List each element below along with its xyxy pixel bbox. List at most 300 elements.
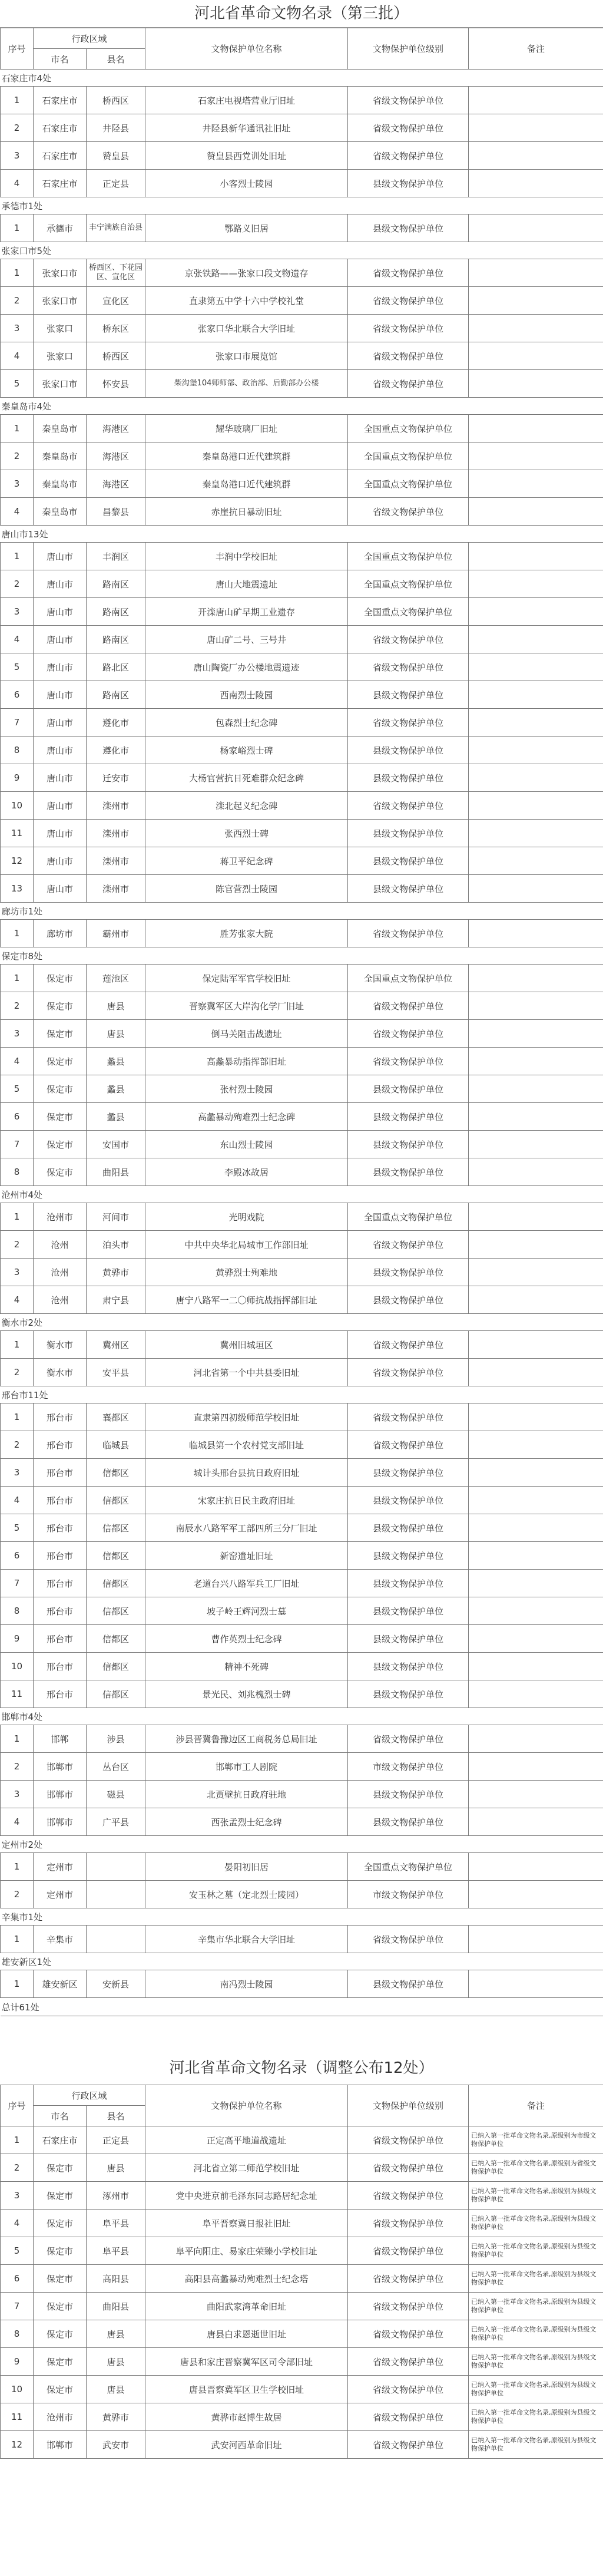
- cell-site-name: 赞皇县西党训处旧址: [145, 142, 348, 170]
- cell-city: 唐山市: [34, 681, 87, 709]
- table-row: [1, 598, 603, 626]
- cell-level: 省级文物保护单位: [348, 1231, 469, 1259]
- table-row: [1, 570, 603, 598]
- cell-site-name: 唐宁八路军一二〇师抗战指挥部旧址: [145, 1286, 348, 1314]
- cell-county: 涉县: [87, 1725, 145, 1753]
- cell-seq: 7: [1, 1131, 34, 1158]
- cell-county: 滦州市: [87, 820, 145, 847]
- cell-seq: 2: [1, 1431, 34, 1459]
- cell-county: 桥西区: [87, 342, 145, 370]
- cell-level: 县级文物保护单位: [348, 170, 469, 197]
- section-label: 廊坊市1处: [1, 903, 603, 920]
- cell-city: 唐山市: [34, 653, 87, 681]
- section-header-row: [1, 1314, 603, 1331]
- cell-city: 邢台市: [34, 1597, 87, 1625]
- cell-level: 省级文物保护单位: [348, 2182, 469, 2210]
- cell-city: 定州市: [34, 1853, 87, 1881]
- table-row: [1, 1259, 603, 1286]
- cell-seq: 4: [1, 1808, 34, 1836]
- table-row: [1, 1781, 603, 1808]
- table-row: [1, 415, 603, 442]
- cell-note: [469, 965, 603, 992]
- cell-city: 秦皇岛市: [34, 498, 87, 526]
- cell-site-name: 直隶第五中学十六中学校礼堂: [145, 287, 348, 315]
- cell-seq: 4: [1, 2210, 34, 2237]
- cell-site-name: 杨家峪烈士碑: [145, 737, 348, 764]
- cell-county: 唐县: [87, 1020, 145, 1048]
- cell-note: [469, 847, 603, 875]
- table-row: [1, 1231, 603, 1259]
- cell-level: 县级文物保护单位: [348, 1542, 469, 1570]
- cell-note: [469, 1881, 603, 1908]
- cell-seq: 3: [1, 470, 34, 498]
- cell-county: 信都区: [87, 1487, 145, 1514]
- cell-seq: 4: [1, 342, 34, 370]
- table-row: [1, 2237, 603, 2265]
- cell-seq: 3: [1, 1781, 34, 1808]
- cell-level: 省级文物保护单位: [348, 1725, 469, 1753]
- cell-seq: 1: [1, 415, 34, 442]
- cell-site-name: 张村烈士陵园: [145, 1075, 348, 1103]
- section-header-row: [1, 1953, 603, 1970]
- cell-level: 县级文物保护单位: [348, 1075, 469, 1103]
- cell-county: [87, 1926, 145, 1953]
- cell-city: 秦皇岛市: [34, 442, 87, 470]
- adjusted-relics-table: [0, 2085, 603, 2459]
- section-label: 辛集市1处: [1, 1908, 603, 1926]
- cell-county: 阜平县: [87, 2210, 145, 2237]
- cell-county: 霸州市: [87, 920, 145, 947]
- cell-county: 桥东区: [87, 315, 145, 342]
- cell-level: 省级文物保护单位: [348, 2237, 469, 2265]
- cell-city: 保定市: [34, 1103, 87, 1131]
- cell-county: 丛台区: [87, 1753, 145, 1781]
- table-title-adjusted: 河北省革命文物名录（调整公布12处）: [169, 2059, 434, 2077]
- cell-level: 县级文物保护单位: [348, 1487, 469, 1514]
- cell-seq: 6: [1, 1103, 34, 1131]
- cell-county: 信都区: [87, 1597, 145, 1625]
- cell-seq: 6: [1, 2265, 34, 2293]
- cell-level: 县级文物保护单位: [348, 1653, 469, 1680]
- table-row: [1, 1158, 603, 1186]
- table-row: [1, 1131, 603, 1158]
- cell-note: [469, 920, 603, 947]
- table-row: [1, 709, 603, 737]
- cell-county: 唐县: [87, 2348, 145, 2376]
- cell-seq: 12: [1, 847, 34, 875]
- cell-site-name: 老道台兴八路军兵工厂旧址: [145, 1570, 348, 1597]
- cell-city: 唐山市: [34, 543, 87, 570]
- cell-city: 衡水市: [34, 1331, 87, 1359]
- cell-county: 唐县: [87, 992, 145, 1020]
- cell-county: 莲池区: [87, 965, 145, 992]
- cell-city: 保定市: [34, 1020, 87, 1048]
- section-label: 张家口市5处: [1, 242, 603, 259]
- cell-site-name: 安玉林之墓（定北烈士陵园）: [145, 1881, 348, 1908]
- cell-seq: 12: [1, 2431, 34, 2459]
- cell-city: 保定市: [34, 1158, 87, 1186]
- cell-level: 省级文物保护单位: [348, 2293, 469, 2320]
- cell-site-name: 阜平晋察冀日报社旧址: [145, 2210, 348, 2237]
- cell-city: 张家口市: [34, 370, 87, 398]
- cell-county: 正定县: [87, 2126, 145, 2154]
- cell-county: 信都区: [87, 1570, 145, 1597]
- table-row: [1, 2182, 603, 2210]
- cell-seq: 1: [1, 543, 34, 570]
- cell-city: 秦皇岛市: [34, 415, 87, 442]
- cell-level: 县级文物保护单位: [348, 681, 469, 709]
- cell-note: [469, 87, 603, 114]
- cell-note: [469, 1725, 603, 1753]
- total-row: [1, 1998, 603, 2016]
- cell-seq: 3: [1, 1459, 34, 1487]
- cell-county: 海港区: [87, 415, 145, 442]
- cell-level: 全国重点文物保护单位: [348, 1853, 469, 1881]
- cell-level: 全国重点文物保护单位: [348, 965, 469, 992]
- table-row: [1, 114, 603, 142]
- table-row: [1, 2293, 603, 2320]
- cell-city: 邢台市: [34, 1680, 87, 1708]
- cell-seq: 1: [1, 259, 34, 287]
- cell-seq: 4: [1, 1487, 34, 1514]
- cell-level: 县级文物保护单位: [348, 1680, 469, 1708]
- cell-level: 省级文物保护单位: [348, 1926, 469, 1953]
- header-seq: 序号: [1, 28, 34, 70]
- table-row: [1, 653, 603, 681]
- cell-note: [469, 709, 603, 737]
- table-row: [1, 2265, 603, 2293]
- cell-site-name: 涉县晋冀鲁豫边区工商税务总局旧址: [145, 1725, 348, 1753]
- cell-note: [469, 653, 603, 681]
- cell-note: [469, 875, 603, 903]
- cell-site-name: 张家口市展览馆: [145, 342, 348, 370]
- cell-site-name: 坡子岭王辉河烈士墓: [145, 1597, 348, 1625]
- cell-city: 保定市: [34, 2348, 87, 2376]
- cell-county: 怀安县: [87, 370, 145, 398]
- cell-note: 已纳入第一批革命文物名录,原级别为县级文物保护单位: [469, 2265, 603, 2293]
- cell-site-name: 高蠡暴动指挥部旧址: [145, 1048, 348, 1075]
- cell-level: 省级文物保护单位: [348, 142, 469, 170]
- table-row: [1, 2210, 603, 2237]
- cell-site-name: 景光民、刘兆槐烈士碑: [145, 1680, 348, 1708]
- cell-note: 已纳入第一批革命文物名录,原级别为县级文物保护单位: [469, 2403, 603, 2431]
- cell-level: 全国重点文物保护单位: [348, 442, 469, 470]
- table-row: [1, 287, 603, 315]
- table-row: [1, 792, 603, 820]
- section-label: 唐山市13处: [1, 526, 603, 543]
- cell-city: 石家庄市: [34, 170, 87, 197]
- cell-city: 廊坊市: [34, 920, 87, 947]
- cell-level: 县级文物保护单位: [348, 764, 469, 792]
- cell-seq: 3: [1, 142, 34, 170]
- cell-county: 肃宁县: [87, 1286, 145, 1314]
- cell-city: 石家庄市: [34, 2126, 87, 2154]
- cell-level: 省级文物保护单位: [348, 2431, 469, 2459]
- cell-seq: 2: [1, 114, 34, 142]
- cell-county: 信都区: [87, 1625, 145, 1653]
- cell-note: 已纳入第一批革命文物名录,原级别为省级文物保护单位: [469, 2154, 603, 2182]
- cell-seq: 1: [1, 214, 34, 242]
- header-region: 行政区域: [34, 2085, 145, 2106]
- cell-note: [469, 1231, 603, 1259]
- cell-seq: 2: [1, 287, 34, 315]
- cell-note: 已纳入第一批革命文物名录,原级别为市级文物保护单位: [469, 2126, 603, 2154]
- cell-seq: 3: [1, 1020, 34, 1048]
- header-county: 县名: [87, 49, 145, 70]
- cell-city: 保定市: [34, 2237, 87, 2265]
- cell-note: [469, 1653, 603, 1680]
- cell-level: 县级文物保护单位: [348, 1808, 469, 1836]
- cell-site-name: 阜平向阳庄、易家庄荣臻小学校旧址: [145, 2237, 348, 2265]
- cell-city: 辛集市: [34, 1926, 87, 1953]
- cell-seq: 3: [1, 315, 34, 342]
- cell-note: [469, 764, 603, 792]
- table-row: [1, 2348, 603, 2376]
- cell-site-name: 西南烈士陵园: [145, 681, 348, 709]
- cell-seq: 2: [1, 1231, 34, 1259]
- cell-county: 宣化区: [87, 287, 145, 315]
- cell-city: 唐山市: [34, 847, 87, 875]
- cell-county: 唐县: [87, 2154, 145, 2182]
- cell-site-name: 耀华玻璃厂旧址: [145, 415, 348, 442]
- cell-city: 邢台市: [34, 1403, 87, 1431]
- cell-level: 省级文物保护单位: [348, 2320, 469, 2348]
- cell-city: 唐山市: [34, 626, 87, 653]
- table-row: [1, 1359, 603, 1386]
- cell-county: 路南区: [87, 681, 145, 709]
- section-header-row: [1, 1708, 603, 1725]
- cell-county: 信都区: [87, 1680, 145, 1708]
- cell-seq: 3: [1, 598, 34, 626]
- cell-site-name: 南辰水八路军军工部四所三分厂旧址: [145, 1514, 348, 1542]
- cell-city: 保定市: [34, 2154, 87, 2182]
- cell-level: 省级文物保护单位: [348, 626, 469, 653]
- cell-seq: 2: [1, 442, 34, 470]
- cell-county: 滦州市: [87, 792, 145, 820]
- cell-seq: 8: [1, 1158, 34, 1186]
- cell-note: [469, 287, 603, 315]
- cell-note: [469, 626, 603, 653]
- cell-seq: 4: [1, 170, 34, 197]
- table-row: [1, 875, 603, 903]
- cell-seq: 3: [1, 2182, 34, 2210]
- cell-note: [469, 1075, 603, 1103]
- cell-level: 省级文物保护单位: [348, 1048, 469, 1075]
- cell-county: 黄骅市: [87, 2403, 145, 2431]
- table-row: [1, 498, 603, 526]
- cell-site-name: 唐山陶瓷厂办公楼地震遗迹: [145, 653, 348, 681]
- table-row: [1, 1853, 603, 1881]
- cell-note: [469, 170, 603, 197]
- cell-county: 曲阳县: [87, 2293, 145, 2320]
- cell-site-name: 胜芳张家大院: [145, 920, 348, 947]
- cell-site-name: 京张铁路——张家口段文物遗存: [145, 259, 348, 287]
- cell-note: [469, 992, 603, 1020]
- relics-table: [0, 28, 603, 2016]
- cell-city: 保定市: [34, 992, 87, 1020]
- cell-site-name: 武安河西革命旧址: [145, 2431, 348, 2459]
- cell-site-name: 黄骅市赵博生故居: [145, 2403, 348, 2431]
- cell-county: 武安市: [87, 2431, 145, 2459]
- table-row: [1, 1487, 603, 1514]
- cell-county: 涿州市: [87, 2182, 145, 2210]
- cell-site-name: 曹作英烈士纪念碑: [145, 1625, 348, 1653]
- cell-site-name: 黄骅烈士殉难地: [145, 1259, 348, 1286]
- cell-county: 海港区: [87, 442, 145, 470]
- cell-level: 全国重点文物保护单位: [348, 598, 469, 626]
- cell-city: 保定市: [34, 965, 87, 992]
- cell-note: [469, 1926, 603, 1953]
- cell-seq: 10: [1, 1653, 34, 1680]
- cell-city: 沧州: [34, 1231, 87, 1259]
- table-row: [1, 170, 603, 197]
- cell-level: 全国重点文物保护单位: [348, 470, 469, 498]
- cell-level: 省级文物保护单位: [348, 259, 469, 287]
- cell-seq: 2: [1, 1753, 34, 1781]
- header-region: 行政区域: [34, 28, 145, 49]
- header-level: 文物保护单位级别: [348, 2085, 469, 2126]
- table-row: [1, 820, 603, 847]
- cell-seq: 6: [1, 681, 34, 709]
- cell-county: 蠡县: [87, 1048, 145, 1075]
- cell-seq: 2: [1, 1881, 34, 1908]
- cell-level: 县级文物保护单位: [348, 1625, 469, 1653]
- cell-seq: 2: [1, 992, 34, 1020]
- cell-site-name: 张西烈士碑: [145, 820, 348, 847]
- cell-city: 邢台市: [34, 1653, 87, 1680]
- cell-level: 省级文物保护单位: [348, 1020, 469, 1048]
- cell-site-name: 小客烈士陵园: [145, 170, 348, 197]
- table-row: [1, 2320, 603, 2348]
- cell-note: [469, 342, 603, 370]
- cell-site-name: 柴沟堡104师师部、政治部、后勤部办公楼: [145, 370, 348, 398]
- adjusted-table-body: [1, 2126, 603, 2459]
- cell-site-name: 秦皇岛港口近代建筑群: [145, 470, 348, 498]
- cell-level: 省级文物保护单位: [348, 2126, 469, 2154]
- cell-seq: 8: [1, 1597, 34, 1625]
- cell-city: 沧州市: [34, 1203, 87, 1231]
- cell-seq: 4: [1, 498, 34, 526]
- cell-county: 丰宁满族自治县: [87, 214, 145, 242]
- cell-site-name: 包森烈士纪念碑: [145, 709, 348, 737]
- table-row: [1, 2431, 603, 2459]
- cell-note: 已纳入第一批革命文物名录,原级别为县级文物保护单位: [469, 2210, 603, 2237]
- cell-site-name: 唐县晋察冀军区卫生学校旧址: [145, 2376, 348, 2403]
- cell-city: 衡水市: [34, 1359, 87, 1386]
- cell-city: 邢台市: [34, 1542, 87, 1570]
- cell-county: 遵化市: [87, 737, 145, 764]
- cell-level: 县级文物保护单位: [348, 1131, 469, 1158]
- cell-level: 省级文物保护单位: [348, 920, 469, 947]
- cell-note: 已纳入第一批革命文物名录,原级别为县级文物保护单位: [469, 2237, 603, 2265]
- table-row: [1, 1403, 603, 1431]
- cell-county: 襄都区: [87, 1403, 145, 1431]
- cell-county: 井陉县: [87, 114, 145, 142]
- cell-city: 张家口: [34, 315, 87, 342]
- cell-seq: 10: [1, 2376, 34, 2403]
- cell-county: 桥西区: [87, 87, 145, 114]
- cell-city: 保定市: [34, 2210, 87, 2237]
- cell-seq: 4: [1, 1048, 34, 1075]
- cell-seq: 1: [1, 1853, 34, 1881]
- table-row: [1, 342, 603, 370]
- cell-note: [469, 442, 603, 470]
- cell-level: 省级文物保护单位: [348, 1331, 469, 1359]
- cell-note: [469, 498, 603, 526]
- cell-city: 唐山市: [34, 764, 87, 792]
- cell-site-name: 新窑遗址旧址: [145, 1542, 348, 1570]
- cell-level: 省级文物保护单位: [348, 370, 469, 398]
- section-label: 雄安新区1处: [1, 1953, 603, 1970]
- cell-site-name: 张家口华北联合大学旧址: [145, 315, 348, 342]
- cell-city: 邢台市: [34, 1514, 87, 1542]
- section-label: 沧州市4处: [1, 1186, 603, 1203]
- cell-level: 省级文物保护单位: [348, 1403, 469, 1431]
- cell-city: 张家口市: [34, 287, 87, 315]
- table-row: [1, 2126, 603, 2154]
- table-row: [1, 1725, 603, 1753]
- cell-note: [469, 737, 603, 764]
- cell-city: 保定市: [34, 2376, 87, 2403]
- section-label: 邢台市11处: [1, 1386, 603, 1403]
- cell-county: 泊头市: [87, 1231, 145, 1259]
- cell-city: 雄安新区: [34, 1970, 87, 1998]
- cell-county: 正定县: [87, 170, 145, 197]
- header-note: 备注: [469, 2085, 603, 2126]
- cell-note: [469, 259, 603, 287]
- cell-note: [469, 1359, 603, 1386]
- cell-level: 省级文物保护单位: [348, 792, 469, 820]
- cell-county: 路北区: [87, 653, 145, 681]
- table-row: [1, 214, 603, 242]
- cell-level: 县级文物保护单位: [348, 737, 469, 764]
- cell-site-name: 宋家庄抗日民主政府旧址: [145, 1487, 348, 1514]
- cell-note: [469, 1514, 603, 1542]
- header-name: 文物保护单位名称: [145, 2085, 348, 2126]
- cell-note: 已纳入第一批革命文物名录,原级别为县级文物保护单位: [469, 2293, 603, 2320]
- cell-site-name: 党中央进京前毛泽东同志路居纪念址: [145, 2182, 348, 2210]
- cell-city: 唐山市: [34, 820, 87, 847]
- cell-seq: 10: [1, 792, 34, 820]
- cell-site-name: 中共中央华北局城市工作部旧址: [145, 1231, 348, 1259]
- cell-site-name: 高阳县高蠡暴动殉难烈士纪念塔: [145, 2265, 348, 2293]
- cell-seq: 1: [1, 1725, 34, 1753]
- cell-city: 唐山市: [34, 792, 87, 820]
- cell-site-name: 河北省第一个中共县委旧址: [145, 1359, 348, 1386]
- table-row: [1, 1075, 603, 1103]
- table-row: [1, 1286, 603, 1314]
- cell-county: 唐县: [87, 2376, 145, 2403]
- cell-seq: 1: [1, 1403, 34, 1431]
- cell-county: 丰润区: [87, 543, 145, 570]
- cell-city: 定州市: [34, 1881, 87, 1908]
- table-row: [1, 370, 603, 398]
- section-label: 邯郸市4处: [1, 1708, 603, 1725]
- header-name: 文物保护单位名称: [145, 28, 348, 70]
- cell-seq: 1: [1, 1331, 34, 1359]
- cell-city: 保定市: [34, 1075, 87, 1103]
- cell-level: 县级文物保护单位: [348, 1597, 469, 1625]
- cell-level: 县级文物保护单位: [348, 1286, 469, 1314]
- cell-level: 全国重点文物保护单位: [348, 1203, 469, 1231]
- cell-note: [469, 681, 603, 709]
- table-row: [1, 259, 603, 287]
- cell-seq: 7: [1, 709, 34, 737]
- spacer: [0, 2016, 603, 2052]
- cell-site-name: 北贾壁抗日政府驻地: [145, 1781, 348, 1808]
- section-label: 秦皇岛市4处: [1, 398, 603, 415]
- cell-note: [469, 1048, 603, 1075]
